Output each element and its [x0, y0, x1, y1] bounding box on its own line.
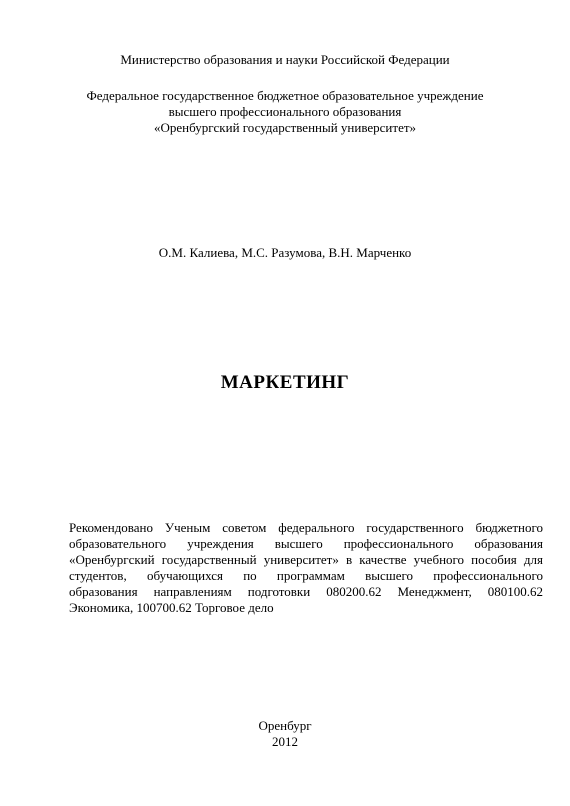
institution-line-1: Федеральное государственное бюджетное образовательное учреждение [86, 88, 484, 103]
recommendation-line: «Оренбургский государственный университет» в качестве учебного пособия для [69, 552, 543, 567]
ministry-line: Министерство образования и науки Российской Федерации [120, 52, 450, 67]
recommendation-line: Экономика, 100700.62 Торговое дело [69, 600, 274, 615]
footer-block [0, 718, 570, 750]
recommendation-line: Рекомендовано Ученым советом федерального государственного бюджетного [69, 520, 543, 535]
recommendation-line: образовательного учреждения высшего профессионального образования [69, 536, 543, 551]
institution-line-2: высшего профессионального образования [168, 104, 402, 119]
authors-line: О.М. Калиева, М.С. Разумова, В.Н. Марченко [158, 245, 412, 260]
document-title: МАРКЕТИНГ [220, 372, 350, 393]
recommendation-paragraph [69, 520, 543, 616]
footer-city: Оренбург [258, 718, 312, 733]
footer-year: 2012 [272, 734, 298, 749]
institution-block [0, 88, 570, 136]
recommendation-line: образования направлениям подготовки 080200.62 Менеджмент, 080100.62 [69, 584, 543, 599]
recommendation-line: студентов, обучающихся по программам высшего профессионального [69, 568, 543, 583]
institution-line-3: «Оренбургский государственный университет» [153, 120, 417, 135]
